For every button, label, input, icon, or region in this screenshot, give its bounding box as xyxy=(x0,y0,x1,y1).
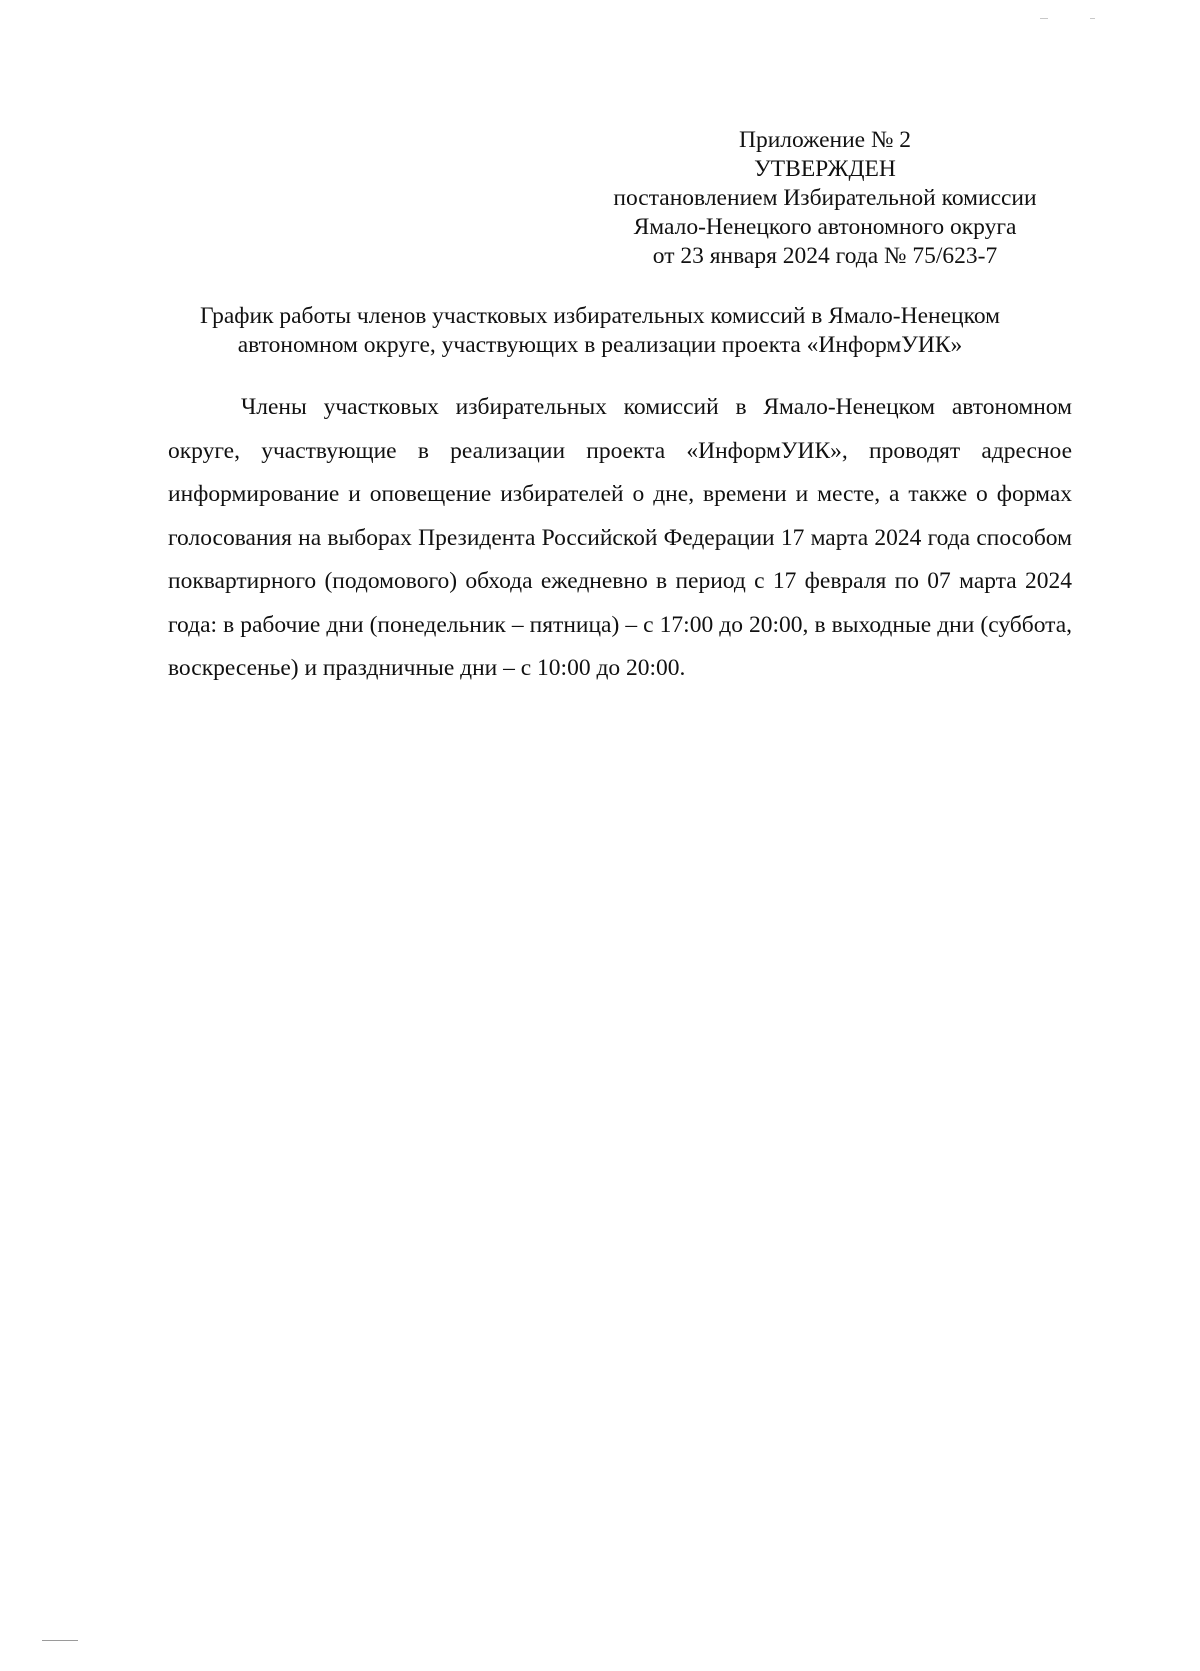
scan-artifact-top-2 xyxy=(1090,18,1095,19)
approved-by-line-2: Ямало-Ненецкого автономного округа xyxy=(633,214,1017,240)
annex-number: Приложение № 2 xyxy=(738,127,912,153)
title-line-1: График работы членов участковых избирательных комиссий в Ямало-Ненецком xyxy=(200,303,1000,329)
scan-artifact-bottom xyxy=(42,1640,78,1641)
body-paragraph: Члены участковых избирательных комиссий в Ямало-Ненецком автономном округе, участвующие в реализации проекта «ИнформУИК», проводят адресное информирование и оповещение избирателей о дне, времени и месте, а также о формах голосования на выборах Президента Российской Федерации 17 марта 2024 года способом поквартирного (подомового) обхода ежедневно в период с 17 февраля по 07 марта 2024 года: в рабочие дни (понедельник – пятница) – с 17:00 до 20:00, в выходные дни (суббота, воскресенье) и праздничные дни – с 10:00 до 20:00. xyxy=(168,394,1072,681)
approved-by-line-1: постановлением Избирательной комиссии xyxy=(613,185,1037,211)
document-title xyxy=(150,302,1050,360)
approved-label: УТВЕРЖДЕН xyxy=(754,156,896,182)
scan-artifact-top xyxy=(1040,18,1048,19)
resolution-date: от 23 января 2024 года № 75/623-7 xyxy=(652,243,998,269)
title-line-2: автономном округе, участвующих в реализации проекта «ИнформУИК» xyxy=(237,332,963,358)
annex-header xyxy=(600,126,1050,271)
